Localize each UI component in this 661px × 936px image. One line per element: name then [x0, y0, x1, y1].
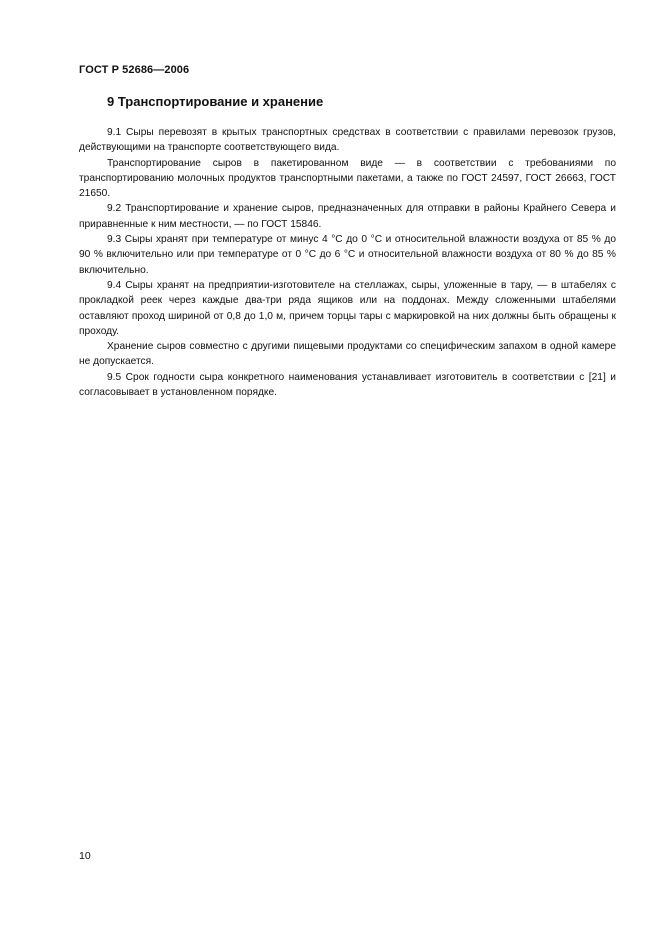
- document-header: ГОСТ Р 52686—2006: [79, 64, 190, 76]
- paragraph-packaged-transport: Транспортирование сыров в пакетированном виде — в соответствии с требованиями по транспортированию молочных продуктов транспортными пакетами, а также по ГОСТ 24597, ГОСТ 26663, ГОСТ 21650.: [79, 157, 616, 200]
- paragraph-storage-restriction: Хранение сыров совместно с другими пищевыми продуктами со специфическим запахом в одной камере не допускается.: [79, 341, 616, 368]
- paragraph-9-2: 9.2 Транспортирование и хранение сыров, предназначенных для отправки в районы Крайнего Севера и приравненные к ним местности, — по ГОСТ 15846.: [79, 203, 616, 230]
- page-number: 10: [79, 850, 91, 862]
- paragraph-9-4: 9.4 Сыры хранят на предприятии-изготовителе на стеллажах, сыры, уложенные в тару, — в штабелях с прокладкой реек через каждые два-три ряда ящиков или на поддонах. Между сложенными штабелями оставляют проход шириной от 0,8 до 1,0 м, причем торцы тары с маркировкой на них должны быть обращены к проходу.: [79, 279, 616, 337]
- paragraph-9-1: 9.1 Сыры перевозят в крытых транспортных средствах в соответствии с правилами перевозок грузов, действующими на транспорте соответствующего вида.: [79, 127, 616, 154]
- paragraph-9-5: 9.5 Срок годности сыра конкретного наименования устанавливает изготовитель в соответствии с [21] и согласовывает в установленном порядке.: [79, 371, 616, 399]
- section-body: [79, 125, 616, 400]
- section-title: 9 Транспортирование и хранение: [107, 94, 324, 109]
- paragraph-9-3: 9.3 Сыры хранят при температуре от минус 4 °С до 0 °С и относительной влажности воздуха от 85 % до 90 % включительно или при температуре от 0 °С до 6 °С и относительной влажности воздуха от 80 % до 85 % включительно.: [79, 234, 616, 276]
